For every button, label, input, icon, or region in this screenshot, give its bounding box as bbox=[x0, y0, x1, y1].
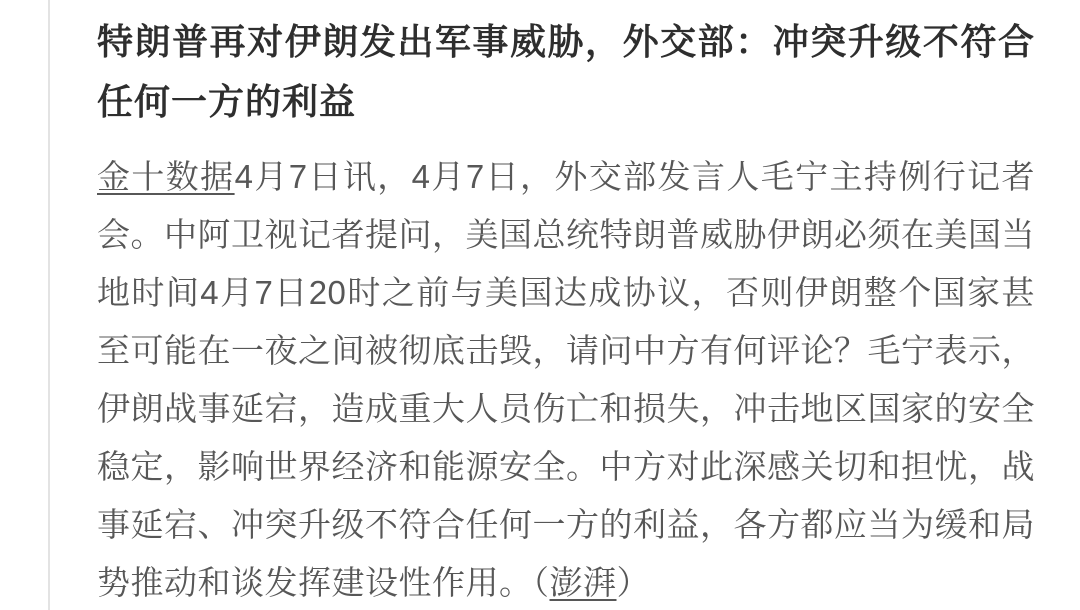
left-edge-divider bbox=[48, 0, 50, 610]
attribution-link[interactable]: 澎湃 bbox=[549, 564, 617, 601]
article-title: 特朗普再对伊朗发出军事威胁，外交部：冲突升级不符合任何一方的利益 bbox=[97, 22, 1035, 122]
closing-paren: ） bbox=[616, 564, 650, 601]
article-body-text: 4月7日讯，4月7日，外交部发言人毛宁主持例行记者会。中阿卫视记者提问，美国总统特朗普威胁伊朗必须在美国当地时间4月7日20时之前与美国达成协议，否则伊朗整个国家甚至可能在一夜之间被彻底击毁，请问中方有何评论？毛宁表示，伊朗战事延宕，造成重大人员伤亡和损失，冲击地区国家的安全稳定，影响世界经济和能源安全。中方对此深感关切和担忧，战事延宕、冲突升级不符合任何一方的利益，各方都应当为缓和局势推动和谈发挥建设性作用。（ bbox=[97, 158, 1036, 601]
source-link[interactable]: 金十数据 bbox=[97, 158, 235, 195]
article-container bbox=[97, 0, 1035, 610]
article-body bbox=[97, 132, 1035, 610]
